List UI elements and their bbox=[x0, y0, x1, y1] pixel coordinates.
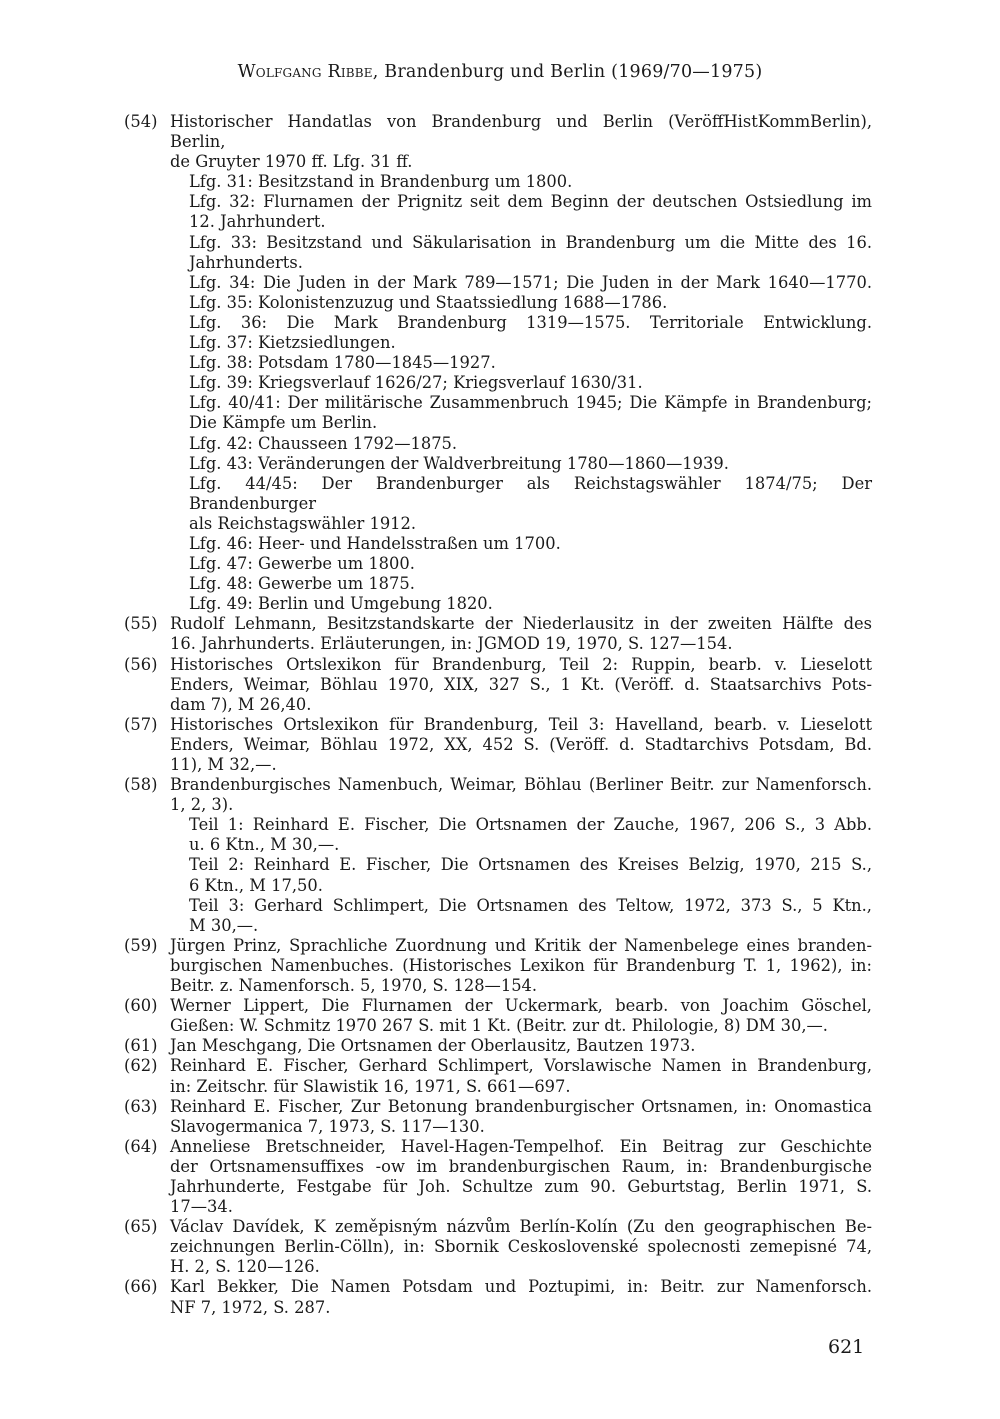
sub-entry-line: u. 6 Ktn., M 30,—. bbox=[189, 835, 340, 855]
entry-number: (56) bbox=[124, 654, 158, 674]
entry-line: Beitr. z. Namenforsch. 5, 1970, S. 128—154. bbox=[170, 976, 538, 996]
sub-entry-line: Lfg. 42: Chausseen 1792—1875. bbox=[189, 433, 458, 453]
bibliography-entry bbox=[124, 1036, 872, 1056]
entry-number: (63) bbox=[124, 1096, 158, 1116]
entry-number: (64) bbox=[124, 1136, 158, 1156]
entry-line: 1, 2, 3). bbox=[170, 795, 234, 815]
entry-text bbox=[170, 1217, 872, 1277]
entry-text bbox=[170, 1036, 872, 1056]
entry-line: Werner Lippert, Die Flurnamen der Uckermark, bearb. von Joachim Göschel, bbox=[170, 996, 872, 1016]
entry-line: Reinhard E. Fischer, Zur Betonung brandenburgischer Ortsnamen, in: Onomastica bbox=[170, 1096, 872, 1116]
sub-entry-line: Teil 3: Gerhard Schlimpert, Die Ortsnamen des Teltow, 1972, 373 S., 5 Ktn., bbox=[189, 895, 872, 915]
entry-number: (59) bbox=[124, 935, 158, 955]
sub-entry-line: Lfg. 34: Die Juden in der Mark 789—1571; Die Juden in der Mark 1640—1770. bbox=[189, 272, 872, 292]
entry-line: zeichnungen Berlin-Cölln), in: Sbornik Ceskoslovenské spolecnosti zemepisné 74, bbox=[170, 1237, 872, 1257]
sub-entry-line: Lfg. 31: Besitzstand in Brandenburg um 1800. bbox=[189, 172, 573, 192]
sub-entry-line: Lfg. 46: Heer- und Handelsstraßen um 1700. bbox=[189, 533, 561, 553]
entry-number: (58) bbox=[124, 775, 158, 795]
entry-line: in: Zeitschr. für Slawistik 16, 1971, S. 661—697. bbox=[170, 1076, 571, 1096]
entry-number: (55) bbox=[124, 614, 158, 634]
entry-number: (65) bbox=[124, 1217, 158, 1237]
entry-line: Slavogermanica 7, 1973, S. 117—130. bbox=[170, 1116, 485, 1136]
entry-line: Jürgen Prinz, Sprachliche Zuordnung und Kritik der Namenbelege eines branden- bbox=[170, 935, 872, 955]
sub-entry-line: Lfg. 37: Kietzsiedlungen. bbox=[189, 333, 396, 353]
entry-number: (57) bbox=[124, 714, 158, 734]
entry-text bbox=[170, 996, 872, 1036]
entry-line: de Gruyter 1970 ff. Lfg. 31 ff. bbox=[170, 152, 413, 172]
entry-text bbox=[170, 1056, 872, 1096]
bibliography-entry bbox=[124, 996, 872, 1036]
entry-text bbox=[170, 715, 872, 775]
entry-number: (60) bbox=[124, 996, 158, 1016]
entry-line: 17—34. bbox=[170, 1197, 233, 1217]
entry-text bbox=[170, 614, 872, 654]
sub-entry-line: M 30,—. bbox=[189, 915, 259, 935]
bibliography-entry bbox=[124, 655, 872, 715]
bibliography-entry bbox=[124, 1277, 872, 1317]
sub-entry-line: Teil 2: Reinhard E. Fischer, Die Ortsnamen des Kreises Belzig, 1970, 215 S., bbox=[189, 855, 872, 875]
bibliography-entry bbox=[124, 614, 872, 654]
header-author-first: Wolfgang bbox=[237, 62, 322, 82]
entry-number: (54) bbox=[124, 112, 158, 131]
sub-entry-line: Lfg. 49: Berlin und Umgebung 1820. bbox=[189, 594, 493, 614]
entry-text bbox=[170, 655, 872, 715]
bibliography-entry bbox=[124, 1056, 872, 1096]
sub-entry-line: 12. Jahrhundert. bbox=[189, 212, 326, 232]
sub-entry-line: Lfg. 39: Kriegsverlauf 1626/27; Kriegsverlauf 1630/31. bbox=[189, 373, 643, 393]
bibliography-entry bbox=[124, 1217, 872, 1277]
entry-line: NF 7, 1972, S. 287. bbox=[170, 1297, 331, 1317]
bibliography-entry bbox=[124, 1137, 872, 1217]
entry-text bbox=[170, 1097, 872, 1137]
entry-text bbox=[170, 936, 872, 996]
sub-entry-line: Lfg. 32: Flurnamen der Prignitz seit dem Beginn der deutschen Ostsiedlung im bbox=[189, 192, 872, 212]
bibliography-entry bbox=[124, 936, 872, 996]
entry-text bbox=[170, 775, 872, 936]
entry-line: 11), M 32,—. bbox=[170, 755, 277, 774]
entry-line: Brandenburgisches Namenbuch, Weimar, Böhlau (Berliner Beitr. zur Namenforsch. bbox=[170, 775, 872, 795]
entry-number: (66) bbox=[124, 1277, 158, 1297]
entry-line: Jan Meschgang, Die Ortsnamen der Oberlausitz, Bautzen 1973. bbox=[170, 1036, 696, 1056]
entry-line: Václav Davídek, K zeměpisným názvům Berlín-Kolín (Zu den geographischen Be- bbox=[170, 1217, 872, 1237]
entry-line: der Ortsnamensuffixes -ow im brandenburgischen Raum, in: Brandenburgische bbox=[170, 1156, 872, 1176]
entry-text bbox=[170, 1137, 872, 1217]
sub-entry-line: Lfg. 35: Kolonistenzuzug und Staatssiedlung 1688—1786. bbox=[189, 292, 668, 312]
entry-line: Rudolf Lehmann, Besitzstandskarte der Niederlausitz in der zweiten Hälfte des bbox=[170, 614, 872, 634]
entry-line: Gießen: W. Schmitz 1970 267 S. mit 1 Kt. (Beitr. zur dt. Philologie, 8) DM 30,—. bbox=[170, 1016, 828, 1036]
entry-text bbox=[170, 1277, 872, 1317]
entry-line: burgischen Namenbuches. (Historisches Lexikon für Brandenburg T. 1, 1962), in: bbox=[170, 955, 872, 975]
bibliography-list bbox=[124, 112, 872, 1318]
sub-entry-line: Lfg. 33: Besitzstand und Säkularisation in Brandenburg um die Mitte des 16. bbox=[189, 232, 872, 252]
sub-entry-line: Die Kämpfe um Berlin. bbox=[189, 413, 378, 433]
sub-entry-line: Jahrhunderts. bbox=[189, 252, 303, 272]
entry-line: Historischer Handatlas von Brandenburg und Berlin (VeröffHistKommBerlin), Berlin, bbox=[170, 112, 872, 152]
entry-line: Historisches Ortslexikon für Brandenburg, Teil 3: Havelland, bearb. v. Lieselott bbox=[170, 714, 872, 734]
sub-entry-line: Lfg. 40/41: Der militärische Zusammenbruch 1945; Die Kämpfe in Brandenburg; bbox=[189, 393, 872, 413]
bibliography-entry bbox=[124, 1097, 872, 1137]
sub-entry-line: 6 Ktn., M 17,50. bbox=[189, 875, 323, 895]
sub-entry-line: Teil 1: Reinhard E. Fischer, Die Ortsnamen der Zauche, 1967, 206 S., 3 Abb. bbox=[189, 815, 872, 835]
sub-entry-line: Lfg. 44/45: Der Brandenburger als Reichstagswähler 1874/75; Der Brandenburger bbox=[189, 473, 872, 513]
sub-entry-line: Lfg. 38: Potsdam 1780—1845—1927. bbox=[189, 353, 496, 373]
entry-line: Enders, Weimar, Böhlau 1972, XX, 452 S. (Veröff. d. Stadtarchivs Potsdam, Bd. bbox=[170, 734, 872, 754]
entry-line: Enders, Weimar, Böhlau 1970, XIX, 327 S., 1 Kt. (Veröff. d. Staatsarchivs Pots- bbox=[170, 674, 872, 694]
header-author-last: Ribbe bbox=[327, 62, 373, 82]
header-title: , Brandenburg und Berlin (1969/70—1975) bbox=[372, 62, 763, 82]
bibliography-entry bbox=[124, 112, 872, 614]
entry-line: 16. Jahrhunderts. Erläuterungen, in: JGMOD 19, 1970, S. 127—154. bbox=[170, 634, 733, 654]
sub-entry-line: Lfg. 36: Die Mark Brandenburg 1319—1575. Territoriale Entwicklung. bbox=[189, 312, 872, 332]
sub-entry-line: als Reichstagswähler 1912. bbox=[189, 513, 417, 533]
entry-line: H. 2, S. 120—126. bbox=[170, 1257, 320, 1277]
entry-line: Historisches Ortslexikon für Brandenburg, Teil 2: Ruppin, bearb. v. Lieselott bbox=[170, 654, 872, 674]
sub-entry-line: Lfg. 43: Veränderungen der Waldverbreitung 1780—1860—1939. bbox=[189, 453, 729, 473]
entry-line: Anneliese Bretschneider, Havel-Hagen-Tempelhof. Ein Beitrag zur Geschichte bbox=[170, 1136, 872, 1156]
entry-line: Jahrhunderte, Festgabe für Joh. Schultze zum 90. Geburtstag, Berlin 1971, S. bbox=[170, 1176, 872, 1196]
entry-line: Reinhard E. Fischer, Gerhard Schlimpert, Vorslawische Namen in Brandenburg, bbox=[170, 1056, 872, 1076]
running-header bbox=[0, 62, 1000, 82]
page-number: 621 bbox=[828, 1336, 865, 1358]
entry-number: (62) bbox=[124, 1056, 158, 1076]
entry-line: Karl Bekker, Die Namen Potsdam und Poztupimi, in: Beitr. zur Namenforsch. bbox=[170, 1277, 872, 1297]
entry-text bbox=[170, 112, 872, 614]
sub-entry-line: Lfg. 47: Gewerbe um 1800. bbox=[189, 554, 415, 574]
entry-number: (61) bbox=[124, 1036, 158, 1056]
bibliography-entry bbox=[124, 715, 872, 775]
bibliography-entry bbox=[124, 775, 872, 936]
sub-entry-line: Lfg. 48: Gewerbe um 1875. bbox=[189, 574, 415, 594]
entry-line: dam 7), M 26,40. bbox=[170, 694, 312, 714]
